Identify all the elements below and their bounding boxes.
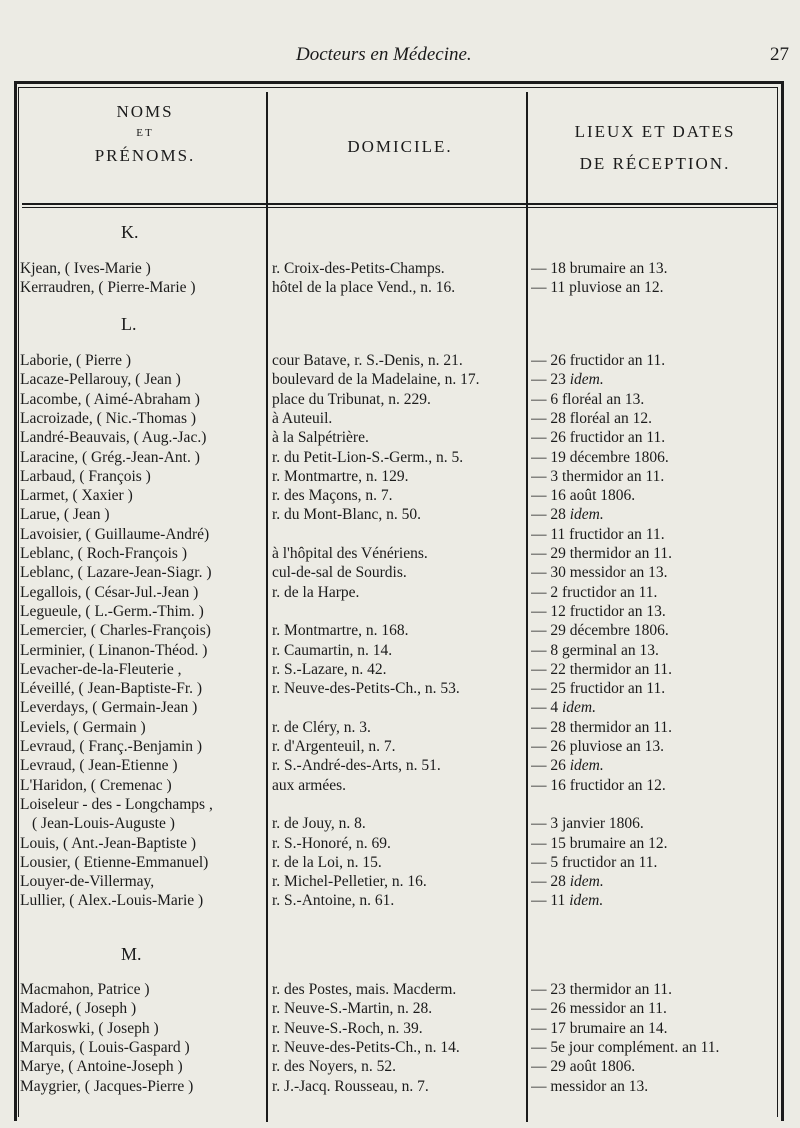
row-date	[531, 854, 783, 872]
row-date	[531, 391, 783, 409]
row-date-text: — 18 brumaire an 13.	[531, 260, 668, 277]
row-date-text: — 28	[531, 506, 570, 524]
row-address: r. Neuve-des-Petits-Ch., n. 14.	[272, 1038, 460, 1056]
row-date	[531, 622, 783, 640]
row-name: L'Haridon, ( Cremenac )	[20, 776, 172, 794]
row-date-text: — 4	[531, 699, 562, 717]
row-date	[531, 487, 783, 505]
row-name: Larue, ( Jean )	[20, 506, 110, 524]
row-address: r. Montmartre, n. 129.	[272, 467, 409, 485]
register-row	[0, 981, 800, 1000]
row-address: r. S.-André-des-Arts, n. 51.	[272, 757, 441, 775]
row-name: Levraud, ( Jean-Etienne )	[20, 757, 178, 775]
row-date	[531, 410, 783, 428]
section-letter: K.	[121, 222, 139, 242]
row-address: r. de Cléry, n. 3.	[272, 718, 371, 736]
row-address: r. des Postes, mais. Macderm.	[272, 981, 457, 998]
column-header-names: NOMS ET PRÉNOMS.	[94, 102, 196, 165]
row-address: r. de la Harpe.	[272, 583, 360, 601]
row-address: r. Michel-Pelletier, n. 16.	[272, 873, 427, 891]
register-row	[0, 1000, 800, 1019]
row-date	[531, 564, 783, 582]
row-address: r. J.-Jacq. Rousseau, n. 7.	[272, 1077, 429, 1095]
row-address: boulevard de la Madelaine, n. 17.	[272, 371, 480, 389]
row-name: Maygrier, ( Jacques-Pierre )	[20, 1077, 194, 1095]
row-date-text: — 25 fructidor an 11.	[531, 680, 666, 698]
row-name: Leblanc, ( Roch-François )	[20, 545, 187, 562]
register-row	[0, 892, 800, 911]
row-date-text: — 26 pluviose an 13.	[531, 738, 665, 755]
row-address: r. S.-Honoré, n. 69.	[272, 834, 391, 852]
register-row	[0, 796, 800, 815]
row-date	[531, 642, 783, 660]
row-name: Larbaud, ( François )	[20, 467, 151, 485]
column-header-domicile: DOMICILE.	[347, 137, 453, 156]
row-name: Lavoisier, ( Guillaume-André)	[20, 525, 210, 543]
row-date	[531, 545, 783, 563]
row-date	[531, 1058, 783, 1076]
row-address: place du Tribunat, n. 229.	[272, 390, 431, 408]
register-row	[0, 603, 800, 622]
row-date-text: — 28 floréal an 12.	[531, 409, 652, 427]
section-letter: L.	[121, 314, 137, 334]
row-date	[531, 680, 783, 698]
row-name: Lerminier, ( Linanon-Théod. )	[20, 641, 208, 659]
register-row	[0, 468, 800, 487]
row-date-text: — 2 fructidor an 11.	[531, 583, 658, 601]
row-address: cour Batave, r. S.-Denis, n. 21.	[272, 352, 463, 369]
register-row	[0, 1039, 800, 1058]
register-row	[0, 873, 800, 892]
row-date	[531, 719, 783, 737]
row-date-text: — 12 fructidor an 13.	[531, 602, 666, 620]
row-date	[531, 260, 783, 278]
row-date	[531, 1020, 783, 1038]
register-row	[0, 371, 800, 390]
row-date	[531, 1000, 783, 1018]
row-date-text: — 11 pluviose an 12.	[531, 279, 664, 297]
register-row	[0, 279, 800, 298]
row-address: r. des Maçons, n. 7.	[272, 487, 393, 505]
row-date-idem: idem.	[562, 699, 597, 717]
row-address: r. des Noyers, n. 52.	[272, 1058, 396, 1076]
row-name: Markoswki, ( Joseph )	[20, 1019, 159, 1037]
row-date	[531, 584, 783, 602]
register-row	[0, 699, 800, 718]
register-row	[0, 1078, 800, 1097]
row-name: Larmet, ( Xaxier )	[20, 487, 133, 505]
register-row	[0, 622, 800, 641]
row-address: r. du Petit-Lion-S.-Germ., n. 5.	[272, 448, 464, 466]
row-date-text: — 29 thermidor an 11.	[531, 545, 673, 562]
row-date	[531, 757, 783, 775]
row-date-text: — 30 messidor an 13.	[531, 564, 668, 582]
row-date-text: — 23	[531, 371, 570, 389]
row-address: r. Croix-des-Petits-Champs.	[272, 260, 445, 277]
row-name: Lemercier, ( Charles-François)	[20, 622, 211, 640]
register-row	[0, 835, 800, 854]
row-date	[531, 371, 783, 389]
register-row	[0, 449, 800, 468]
row-date-text: — 17 brumaire an 14.	[531, 1019, 668, 1037]
row-date	[531, 1039, 783, 1057]
row-date	[531, 777, 783, 795]
register-row	[0, 738, 800, 757]
page-number: 27	[770, 44, 789, 65]
row-date-text: — 3 janvier 1806.	[531, 815, 644, 833]
row-name: Legueule, ( L.-Germ.-Thim. )	[20, 602, 204, 620]
row-date	[531, 835, 783, 853]
row-date-text: — 26	[531, 757, 570, 775]
register-row	[0, 545, 800, 564]
header-rule	[22, 203, 778, 205]
row-name: Lacombe, ( Aimé-Abraham )	[20, 390, 200, 408]
row-date	[531, 699, 783, 717]
row-name: Levraud, ( Franç.-Benjamin )	[20, 738, 203, 755]
row-date	[531, 738, 783, 756]
column-header-reception: LIEUX ET DATES DE RÉCEPTION.	[574, 122, 736, 174]
row-name: Lousier, ( Etienne-Emmanuel)	[20, 853, 209, 871]
row-name: Marquis, ( Louis-Gaspard )	[20, 1038, 190, 1056]
register-row	[0, 1058, 800, 1077]
row-date-text: — 28	[531, 873, 570, 891]
row-address: r. Montmartre, n. 168.	[272, 622, 409, 640]
row-name: Levacher-de-la-Fleuterie ,	[20, 660, 182, 678]
row-date-text: — 23 thermidor an 11.	[531, 981, 673, 998]
row-name: Leverdays, ( Germain-Jean )	[20, 699, 198, 717]
row-date-text: — 5e jour complément. an 11.	[531, 1038, 720, 1056]
row-address: r. Neuve-S.-Martin, n. 28.	[272, 1000, 433, 1018]
row-date	[531, 352, 783, 370]
row-name: Lacroizade, ( Nic.-Thomas )	[20, 409, 197, 427]
row-name: Kjean, ( Ives-Marie )	[20, 260, 151, 277]
row-address: à Auteuil.	[272, 409, 333, 427]
row-date-text: — messidor an 13.	[531, 1077, 649, 1095]
row-name: Macmahon, Patrice )	[20, 981, 150, 998]
row-name: Laborie, ( Pierre )	[20, 352, 132, 369]
row-date	[531, 279, 783, 297]
register-row	[0, 506, 800, 525]
row-date	[531, 468, 783, 486]
register-row	[0, 815, 800, 834]
row-date-idem: idem.	[569, 371, 604, 389]
row-name: Louis, ( Ant.-Jean-Baptiste )	[20, 834, 197, 852]
register-row	[0, 487, 800, 506]
row-address: cul-de-sal de Sourdis.	[272, 564, 407, 582]
row-date	[531, 449, 783, 467]
row-date	[531, 873, 783, 891]
section-letter: M.	[121, 944, 142, 964]
row-address: r. du Mont-Blanc, n. 50.	[272, 506, 421, 524]
row-date-text: — 19 décembre 1806.	[531, 448, 669, 466]
row-address: r. Caumartin, n. 14.	[272, 641, 393, 659]
register-row	[0, 719, 800, 738]
row-name: ( Jean-Louis-Auguste )	[32, 815, 175, 833]
row-date-idem: idem.	[569, 873, 604, 891]
row-name: Legallois, ( César-Jul.-Jean )	[20, 583, 199, 601]
row-date-text: — 3 thermidor an 11.	[531, 467, 665, 485]
row-date-text: — 16 fructidor an 12.	[531, 776, 666, 794]
row-date-text: — 26 fructidor an 11.	[531, 352, 666, 369]
register-row	[0, 410, 800, 429]
row-date-text: — 5 fructidor an 11.	[531, 853, 658, 871]
register-row	[0, 429, 800, 448]
row-date	[531, 506, 783, 524]
row-date-text: — 29 août 1806.	[531, 1058, 636, 1076]
row-name: Madoré, ( Joseph )	[20, 1000, 137, 1018]
row-date	[531, 661, 783, 679]
row-date	[531, 815, 783, 833]
row-date	[531, 892, 783, 910]
row-address: hôtel de la place Vend., n. 16.	[272, 279, 456, 297]
row-date-text: — 16 août 1806.	[531, 487, 636, 505]
row-address: aux armées.	[272, 776, 347, 794]
row-address: à la Salpétrière.	[272, 429, 369, 447]
register-row	[0, 1020, 800, 1039]
row-date-idem: idem.	[569, 892, 604, 910]
row-date-text: — 11	[531, 892, 570, 910]
row-name: Lullier, ( Alex.-Louis-Marie )	[20, 892, 204, 910]
row-address: r. S.-Antoine, n. 61.	[272, 892, 395, 910]
register-row	[0, 564, 800, 583]
row-address: r. S.-Lazare, n. 42.	[272, 660, 387, 678]
row-date	[531, 429, 783, 447]
row-date-text: — 26 messidor an 11.	[531, 1000, 667, 1018]
row-address: r. Neuve-des-Petits-Ch., n. 53.	[272, 680, 460, 698]
row-address: r. Neuve-S.-Roch, n. 39.	[272, 1019, 423, 1037]
row-date	[531, 526, 783, 544]
register-row	[0, 680, 800, 699]
row-date	[531, 1078, 783, 1096]
row-date-text: — 15 brumaire an 12.	[531, 834, 668, 852]
register-row	[0, 661, 800, 680]
row-date	[531, 981, 783, 999]
row-name: Landré-Beauvais, ( Aug.-Jac.)	[20, 429, 207, 447]
register-row	[0, 757, 800, 776]
header-rule-thin	[22, 207, 778, 208]
row-name: Leviels, ( Germain )	[20, 718, 146, 736]
running-title: Docteurs en Médecine.	[296, 44, 472, 65]
row-address: r. de la Loi, n. 15.	[272, 853, 382, 871]
register-row	[0, 854, 800, 873]
row-name: Laracine, ( Grég.-Jean-Ant. )	[20, 448, 200, 466]
row-name: Kerraudren, ( Pierre-Marie )	[20, 279, 196, 297]
row-date-text: — 11 fructidor an 11.	[531, 525, 665, 543]
row-date-text: — 22 thermidor an 11.	[531, 660, 673, 678]
row-date-text: — 6 floréal an 13.	[531, 390, 645, 408]
register-row	[0, 777, 800, 796]
row-name: Leblanc, ( Lazare-Jean-Siagr. )	[20, 564, 212, 582]
row-address: r. de Jouy, n. 8.	[272, 815, 366, 833]
row-date	[531, 603, 783, 621]
register-row	[0, 584, 800, 603]
row-date-text: — 8 germinal an 13.	[531, 641, 659, 659]
register-row	[0, 391, 800, 410]
row-date-idem: idem.	[569, 757, 604, 775]
register-row	[0, 642, 800, 661]
row-date-text: — 26 fructidor an 11.	[531, 429, 666, 447]
row-address: à l'hôpital des Vénériens.	[272, 545, 428, 562]
register-row	[0, 526, 800, 545]
row-name: Louyer-de-Villermay,	[20, 873, 155, 891]
row-date-idem: idem.	[569, 506, 604, 524]
row-name: Léveillé, ( Jean-Baptiste-Fr. )	[20, 680, 203, 698]
row-name: Lacaze-Pellarouy, ( Jean )	[20, 371, 181, 389]
row-date-text: — 28 thermidor an 11.	[531, 718, 673, 736]
row-name: Marye, ( Antoine-Joseph )	[20, 1058, 183, 1076]
row-address: r. d'Argenteuil, n. 7.	[272, 738, 396, 755]
register-row	[0, 352, 800, 371]
register-row	[0, 260, 800, 279]
row-name: Loiseleur - des - Longchamps ,	[20, 795, 213, 813]
row-date-text: — 29 décembre 1806.	[531, 622, 669, 640]
